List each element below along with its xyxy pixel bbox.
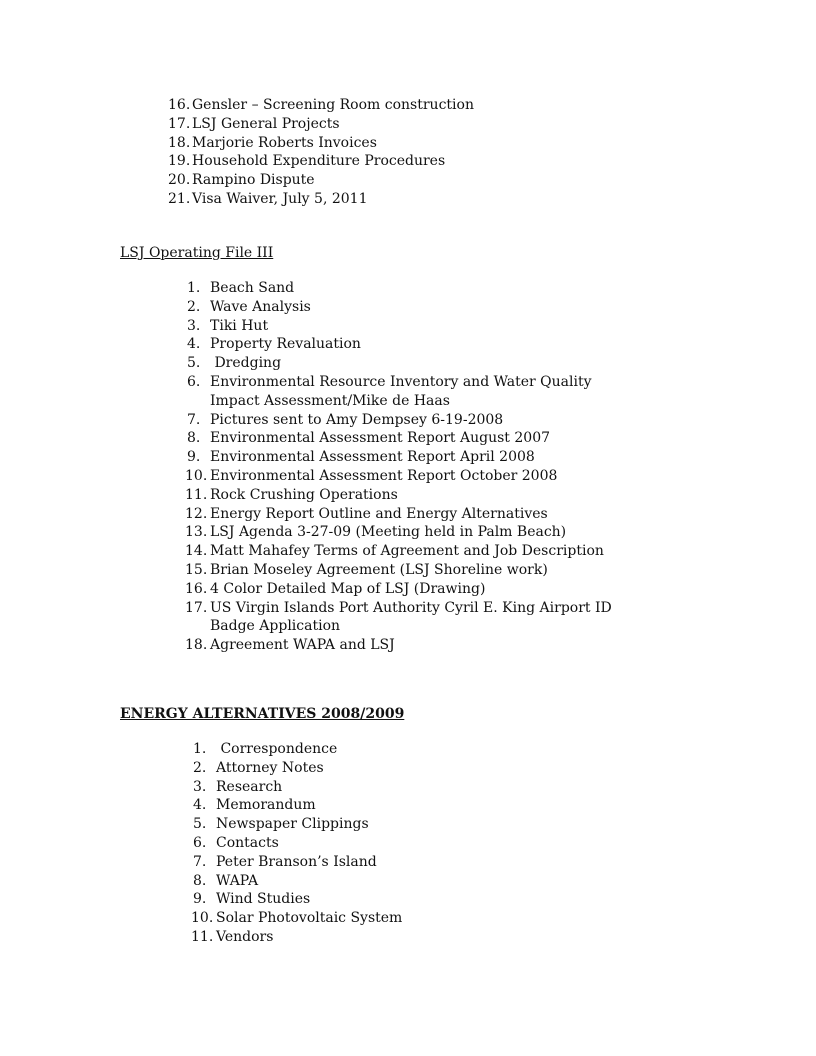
list-item (193, 853, 633, 872)
item-text: Dredging (210, 355, 282, 372)
item-text: Energy Report Outline and Energy Alternatives (210, 505, 548, 522)
item-number: 17. (185, 599, 208, 616)
item-number: 18. (168, 134, 191, 151)
item-text: Environmental Assessment Report August 2007 (210, 430, 551, 447)
list-item (187, 542, 657, 561)
item-number: 2. (193, 759, 207, 776)
list-item (187, 411, 657, 430)
item-text: Wave Analysis (210, 298, 311, 315)
list-item (193, 890, 633, 909)
item-number: 11. (191, 928, 214, 945)
item-text: Rock Crushing Operations (210, 486, 398, 503)
item-text: Rampino Dispute (192, 172, 315, 189)
item-number: 4. (193, 797, 207, 814)
item-number: 18. (185, 637, 208, 654)
item-text: Solar Photovoltaic System (216, 910, 403, 927)
list-item (187, 335, 657, 354)
list-item (187, 505, 657, 524)
item-text: Memorandum (216, 797, 316, 814)
item-text: Matt Mahafey Terms of Agreement and Job Description (210, 543, 604, 560)
item-number: 7. (193, 853, 207, 870)
list-item (187, 636, 657, 655)
section-heading-energy-alternatives: ENERGY ALTERNATIVES 2008/2009 (120, 706, 405, 722)
item-text: Vendors (216, 928, 274, 945)
item-number: 10. (185, 467, 208, 484)
item-text: Agreement WAPA and LSJ (210, 637, 395, 654)
item-number: 16. (168, 97, 191, 113)
item-text: LSJ General Projects (192, 115, 340, 132)
section-heading-operating-file: LSJ Operating File III (120, 245, 274, 261)
item-text: LSJ Agenda 3-27-09 (Meeting held in Palm Beach) (210, 524, 567, 541)
item-number: 5. (187, 355, 201, 372)
item-text: Correspondence (216, 741, 338, 757)
list-item (193, 872, 633, 891)
list-item (187, 467, 657, 486)
item-text: Pictures sent to Amy Dempsey 6-19-2008 (210, 411, 504, 428)
item-number: 5. (193, 816, 207, 833)
item-number: 9. (193, 891, 207, 908)
item-number: 1. (193, 741, 207, 757)
item-text: Attorney Notes (216, 759, 324, 776)
item-text: Beach Sand (210, 280, 295, 296)
item-text: Household Expenditure Procedures (192, 153, 446, 170)
list-item (187, 486, 657, 505)
item-text: Wind Studies (216, 891, 311, 908)
list-item (193, 909, 633, 928)
item-number: 6. (187, 373, 201, 390)
item-text: Environmental Assessment Report April 2008 (210, 449, 535, 466)
item-number: 14. (185, 543, 208, 560)
item-number: 13. (185, 524, 208, 541)
item-text: Tiki Hut (210, 317, 269, 334)
list-item (187, 523, 657, 542)
item-text: Newspaper Clippings (216, 816, 369, 833)
item-text: Environmental Resource Inventory and Water Quality Impact Assessment/Mike de Haas (210, 373, 592, 409)
list-item (187, 561, 657, 580)
item-number: 9. (187, 449, 201, 466)
list-item (187, 373, 657, 411)
item-number: 2. (187, 298, 201, 315)
item-number: 20. (168, 172, 191, 189)
list-item (193, 759, 633, 778)
item-number: 19. (168, 153, 191, 170)
list-item (187, 354, 657, 373)
energy-alternatives-list (193, 740, 633, 947)
item-text: US Virgin Islands Port Authority Cyril E. King Airport ID Badge Application (210, 599, 612, 635)
list-item (187, 599, 657, 637)
list-item (187, 429, 657, 448)
item-number: 10. (191, 910, 214, 927)
list-item (168, 190, 728, 209)
list-item (187, 580, 657, 599)
list-item (168, 96, 728, 115)
list-item (193, 815, 633, 834)
item-number: 7. (187, 411, 201, 428)
item-text: Brian Moseley Agreement (LSJ Shoreline work) (210, 561, 548, 578)
list-item (193, 834, 633, 853)
list-item (193, 928, 633, 947)
item-text: Research (216, 778, 283, 795)
item-number: 12. (185, 505, 208, 522)
item-number: 8. (187, 430, 201, 447)
item-number: 4. (187, 336, 201, 353)
item-number: 3. (193, 778, 207, 795)
file-list-continued (168, 96, 728, 209)
list-item (168, 152, 728, 171)
item-text: 4 Color Detailed Map of LSJ (Drawing) (210, 580, 486, 597)
item-number: 16. (185, 580, 208, 597)
item-text: Property Revaluation (210, 336, 361, 353)
item-number: 17. (168, 115, 191, 132)
item-text: Marjorie Roberts Invoices (192, 134, 377, 151)
item-number: 3. (187, 317, 201, 334)
list-item (187, 448, 657, 467)
list-item (168, 115, 728, 134)
list-item (168, 171, 728, 190)
item-number: 1. (187, 280, 201, 296)
list-item (193, 796, 633, 815)
item-text: Environmental Assessment Report October 2008 (210, 467, 558, 484)
item-number: 15. (185, 561, 208, 578)
item-number: 21. (168, 190, 191, 207)
list-item (168, 134, 728, 153)
item-number: 11. (185, 486, 208, 503)
operating-file-list (187, 279, 657, 655)
item-number: 6. (193, 834, 207, 851)
list-item (187, 317, 657, 336)
item-text: WAPA (216, 872, 259, 889)
item-text: Peter Branson’s Island (216, 853, 377, 870)
list-item (193, 778, 633, 797)
item-text: Visa Waiver, July 5, 2011 (192, 190, 368, 207)
list-item (187, 298, 657, 317)
list-item (187, 279, 657, 298)
item-number: 8. (193, 872, 207, 889)
item-text: Gensler – Screening Room construction (192, 97, 474, 113)
list-item (193, 740, 633, 759)
item-text: Contacts (216, 834, 279, 851)
